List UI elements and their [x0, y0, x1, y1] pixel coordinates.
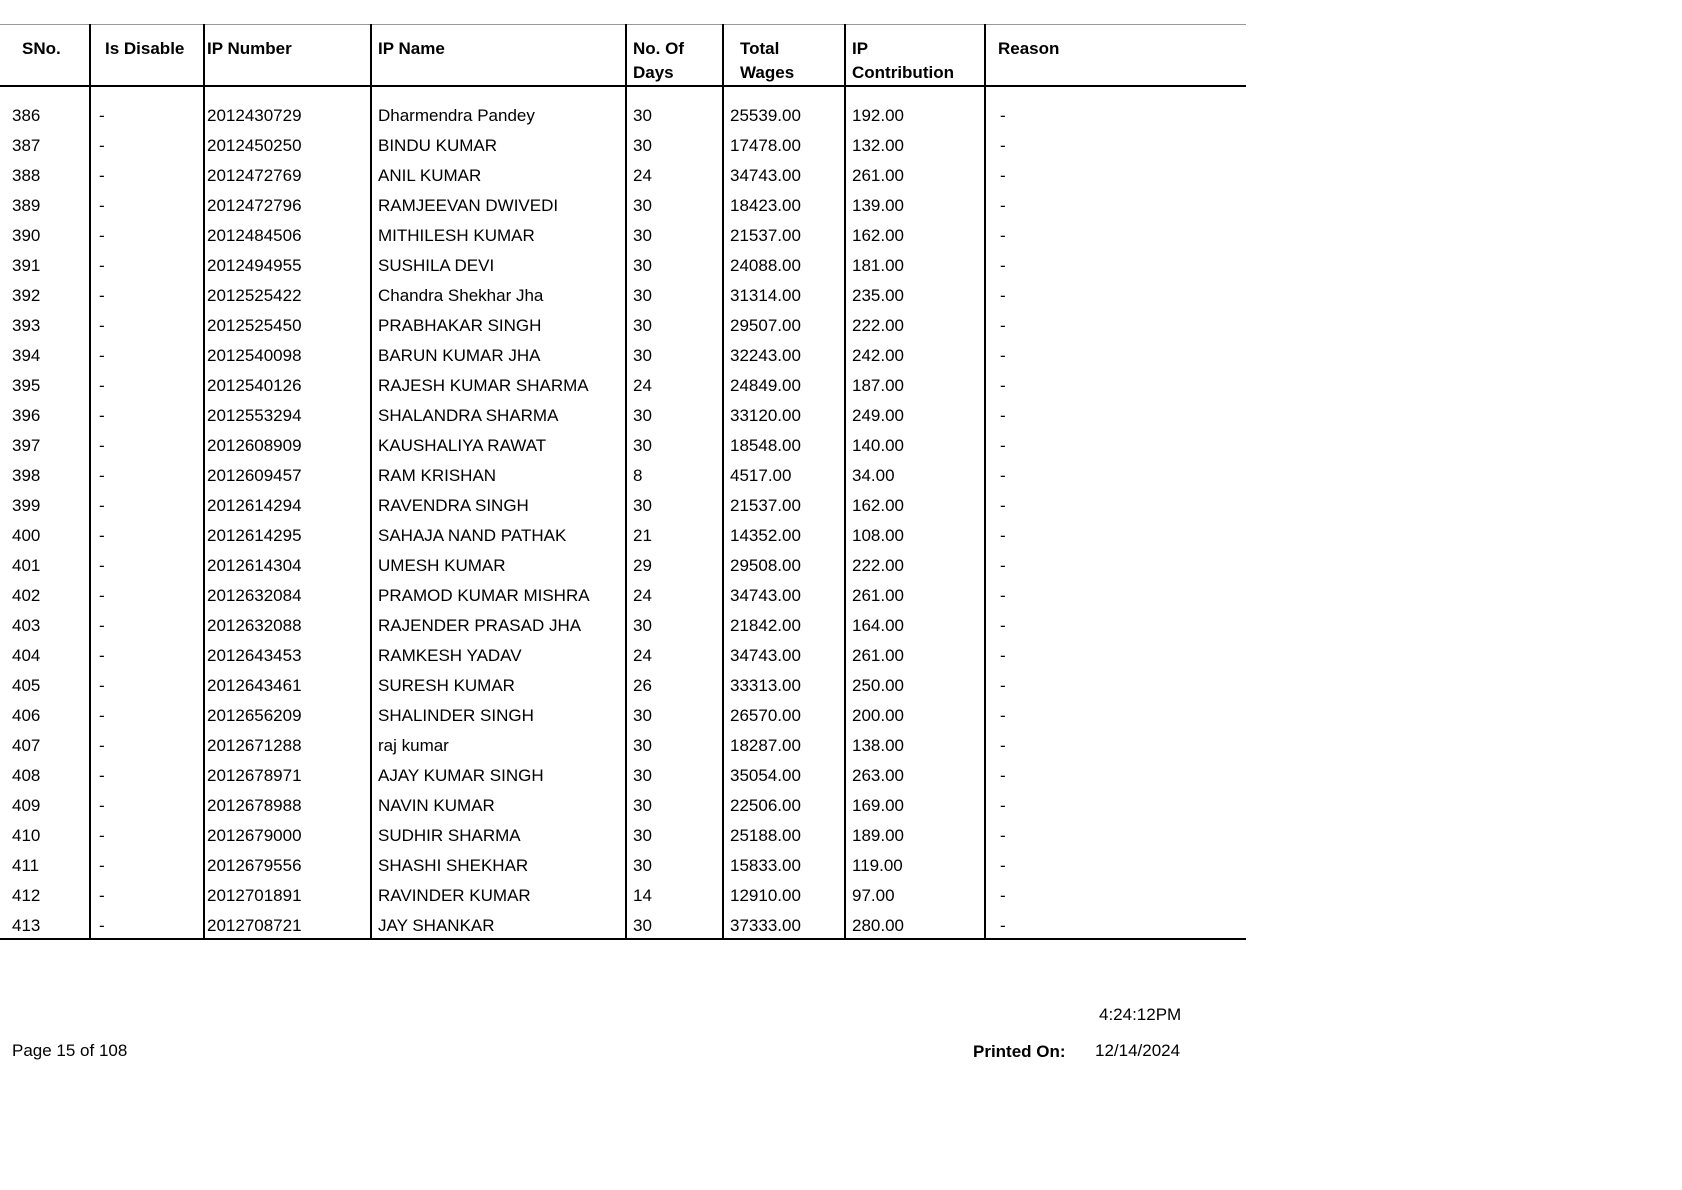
- cell-is-disable: -: [90, 251, 204, 281]
- cell-ip-name: RAMKESH YADAV: [371, 641, 626, 671]
- cell-reason: -: [985, 821, 1246, 851]
- cell-sno: 395: [12, 376, 41, 395]
- cell-no-of-days: 30: [626, 431, 723, 461]
- cell-no-of-days: 30: [626, 911, 723, 939]
- cell-is-disable: -: [90, 131, 204, 161]
- cell-ip-number: 2012609457: [204, 461, 371, 491]
- table-row: [0, 431, 1246, 461]
- cell-no-of-days: 26: [626, 671, 723, 701]
- cell-no-of-days: 24: [626, 581, 723, 611]
- cell-sno: 390: [12, 226, 41, 245]
- cell-reason: -: [985, 431, 1246, 461]
- cell-ip-number: 2012472796: [204, 191, 371, 221]
- cell-no-of-days: 30: [626, 191, 723, 221]
- cell-ip-contribution: 222.00: [845, 551, 985, 581]
- cell-reason: -: [985, 851, 1246, 881]
- cell-sno: 411: [12, 856, 40, 875]
- table-row: [0, 881, 1246, 911]
- cell-ip-number: 2012679556: [204, 851, 371, 881]
- table-row: [0, 461, 1246, 491]
- cell-sno: 388: [12, 166, 41, 185]
- table-row: [0, 101, 1246, 131]
- cell-reason: -: [985, 581, 1246, 611]
- cell-ip-contribution: 34.00: [845, 461, 985, 491]
- table-row: [0, 401, 1246, 431]
- cell-sno: 404: [12, 646, 41, 665]
- cell-sno: 394: [12, 346, 41, 365]
- cell-ip-number: 2012632084: [204, 581, 371, 611]
- cell-ip-name: SURESH KUMAR: [371, 671, 626, 701]
- cell-sno: 403: [12, 616, 41, 635]
- header-ip-contribution: [845, 25, 985, 87]
- header-row: [0, 25, 1246, 87]
- cell-ip-number: 2012608909: [204, 431, 371, 461]
- cell-is-disable: -: [90, 101, 204, 131]
- table-row: [0, 191, 1246, 221]
- cell-no-of-days: 30: [626, 251, 723, 281]
- cell-reason: -: [985, 551, 1246, 581]
- cell-ip-name: RAJESH KUMAR SHARMA: [371, 371, 626, 401]
- cell-no-of-days: 30: [626, 131, 723, 161]
- cell-is-disable: -: [90, 581, 204, 611]
- cell-is-disable: -: [90, 311, 204, 341]
- cell-is-disable: -: [90, 431, 204, 461]
- cell-no-of-days: 30: [626, 791, 723, 821]
- cell-ip-contribution: 280.00: [845, 911, 985, 939]
- cell-sno: 412: [12, 886, 41, 905]
- cell-ip-number: 2012643453: [204, 641, 371, 671]
- cell-reason: -: [985, 491, 1246, 521]
- cell-ip-contribution: 261.00: [845, 641, 985, 671]
- cell-total-wages: 17478.00: [723, 131, 845, 161]
- cell-sno: 398: [12, 466, 41, 485]
- table-row: [0, 641, 1246, 671]
- cell-ip-contribution: 200.00: [845, 701, 985, 731]
- cell-ip-number: 2012656209: [204, 701, 371, 731]
- cell-no-of-days: 30: [626, 851, 723, 881]
- table-row: [0, 371, 1246, 401]
- cell-ip-number: 2012614295: [204, 521, 371, 551]
- cell-is-disable: -: [90, 761, 204, 791]
- cell-sno: 401: [12, 556, 41, 575]
- table-row: [0, 131, 1246, 161]
- cell-ip-number: 2012484506: [204, 221, 371, 251]
- cell-ip-contribution: 164.00: [845, 611, 985, 641]
- cell-sno: 408: [12, 766, 41, 785]
- cell-total-wages: 25539.00: [723, 101, 845, 131]
- table-row: [0, 551, 1246, 581]
- cell-ip-contribution: 261.00: [845, 581, 985, 611]
- cell-ip-contribution: 138.00: [845, 731, 985, 761]
- cell-total-wages: 29508.00: [723, 551, 845, 581]
- cell-no-of-days: 30: [626, 341, 723, 371]
- cell-reason: -: [985, 731, 1246, 761]
- cell-reason: -: [985, 311, 1246, 341]
- cell-ip-contribution: 140.00: [845, 431, 985, 461]
- cell-ip-name: raj kumar: [371, 731, 626, 761]
- table-row: [0, 311, 1246, 341]
- table-row: [0, 911, 1246, 939]
- cell-is-disable: -: [90, 731, 204, 761]
- cell-no-of-days: 24: [626, 161, 723, 191]
- cell-sno: 405: [12, 676, 41, 695]
- cell-ip-name: ANIL KUMAR: [371, 161, 626, 191]
- cell-ip-number: 2012708721: [204, 911, 371, 939]
- table-row: [0, 581, 1246, 611]
- table-row: [0, 341, 1246, 371]
- cell-is-disable: -: [90, 791, 204, 821]
- cell-is-disable: -: [90, 911, 204, 939]
- cell-no-of-days: 30: [626, 311, 723, 341]
- cell-ip-number: 2012553294: [204, 401, 371, 431]
- cell-sno: 400: [12, 526, 41, 545]
- cell-total-wages: 25188.00: [723, 821, 845, 851]
- cell-ip-number: 2012701891: [204, 881, 371, 911]
- cell-ip-contribution: 181.00: [845, 251, 985, 281]
- printed-on-label: Printed On:: [973, 1042, 1066, 1061]
- cell-ip-name: UMESH KUMAR: [371, 551, 626, 581]
- cell-no-of-days: 24: [626, 371, 723, 401]
- cell-is-disable: -: [90, 191, 204, 221]
- cell-no-of-days: 8: [626, 461, 723, 491]
- table-body: [0, 86, 1246, 939]
- cell-total-wages: 34743.00: [723, 641, 845, 671]
- cell-sno: 393: [12, 316, 41, 335]
- cell-ip-name: BARUN KUMAR JHA: [371, 341, 626, 371]
- cell-reason: -: [985, 671, 1246, 701]
- print-time: 4:24:12PM: [1099, 1005, 1182, 1024]
- cell-is-disable: -: [90, 281, 204, 311]
- cell-ip-number: 2012472769: [204, 161, 371, 191]
- cell-ip-contribution: 162.00: [845, 491, 985, 521]
- cell-total-wages: 4517.00: [723, 461, 845, 491]
- cell-no-of-days: 30: [626, 821, 723, 851]
- cell-reason: -: [985, 911, 1246, 939]
- table-row: [0, 761, 1246, 791]
- cell-sno: 392: [12, 286, 41, 305]
- cell-is-disable: -: [90, 371, 204, 401]
- cell-ip-name: NAVIN KUMAR: [371, 791, 626, 821]
- cell-total-wages: 21537.00: [723, 491, 845, 521]
- cell-ip-name: Dharmendra Pandey: [371, 101, 626, 131]
- cell-total-wages: 12910.00: [723, 881, 845, 911]
- cell-no-of-days: 30: [626, 401, 723, 431]
- cell-sno: 387: [12, 136, 41, 155]
- cell-is-disable: -: [90, 401, 204, 431]
- cell-ip-number: 2012632088: [204, 611, 371, 641]
- cell-total-wages: 34743.00: [723, 581, 845, 611]
- cell-ip-contribution: 108.00: [845, 521, 985, 551]
- cell-total-wages: 15833.00: [723, 851, 845, 881]
- table-row: [0, 851, 1246, 881]
- cell-ip-contribution: 242.00: [845, 341, 985, 371]
- cell-ip-contribution: 139.00: [845, 191, 985, 221]
- table-row: [0, 611, 1246, 641]
- cell-ip-number: 2012671288: [204, 731, 371, 761]
- cell-is-disable: -: [90, 851, 204, 881]
- cell-total-wages: 37333.00: [723, 911, 845, 939]
- cell-no-of-days: 30: [626, 491, 723, 521]
- cell-sno: 389: [12, 196, 41, 215]
- cell-total-wages: 18548.00: [723, 431, 845, 461]
- cell-ip-number: 2012643461: [204, 671, 371, 701]
- cell-no-of-days: 30: [626, 761, 723, 791]
- cell-reason: -: [985, 701, 1246, 731]
- cell-ip-number: 2012430729: [204, 101, 371, 131]
- table-row: [0, 221, 1246, 251]
- table-row: [0, 521, 1246, 551]
- cell-ip-name: SUDHIR SHARMA: [371, 821, 626, 851]
- header-total-wages-line2: Wages: [740, 63, 795, 82]
- header-is-disable: Is Disable: [90, 25, 204, 87]
- cell-total-wages: 35054.00: [723, 761, 845, 791]
- cell-ip-contribution: 192.00: [845, 101, 985, 131]
- cell-ip-name: RAMJEEVAN DWIVEDI: [371, 191, 626, 221]
- table-row: [0, 821, 1246, 851]
- cell-ip-number: 2012525422: [204, 281, 371, 311]
- cell-ip-name: KAUSHALIYA RAWAT: [371, 431, 626, 461]
- cell-is-disable: -: [90, 701, 204, 731]
- cell-reason: -: [985, 371, 1246, 401]
- cell-ip-number: 2012494955: [204, 251, 371, 281]
- cell-reason: -: [985, 881, 1246, 911]
- cell-ip-contribution: 263.00: [845, 761, 985, 791]
- table-row: [0, 731, 1246, 761]
- header-reason: Reason: [985, 25, 1246, 87]
- ip-contribution-table: [0, 24, 1246, 940]
- header-ip-contribution-line1: IP: [852, 39, 869, 58]
- cell-reason: -: [985, 341, 1246, 371]
- cell-sno: 409: [12, 796, 41, 815]
- cell-no-of-days: 30: [626, 611, 723, 641]
- cell-ip-contribution: 187.00: [845, 371, 985, 401]
- cell-ip-contribution: 169.00: [845, 791, 985, 821]
- cell-ip-contribution: 261.00: [845, 161, 985, 191]
- cell-sno: 391: [12, 256, 41, 275]
- cell-reason: -: [985, 521, 1246, 551]
- table-row: [0, 491, 1246, 521]
- cell-total-wages: 31314.00: [723, 281, 845, 311]
- page-number: Page 15 of 108: [12, 1041, 128, 1060]
- cell-total-wages: 22506.00: [723, 791, 845, 821]
- cell-is-disable: -: [90, 341, 204, 371]
- cell-reason: -: [985, 161, 1246, 191]
- cell-is-disable: -: [90, 221, 204, 251]
- cell-ip-contribution: 222.00: [845, 311, 985, 341]
- cell-total-wages: 14352.00: [723, 521, 845, 551]
- cell-sno: 399: [12, 496, 41, 515]
- cell-total-wages: 18287.00: [723, 731, 845, 761]
- cell-is-disable: -: [90, 671, 204, 701]
- cell-total-wages: 21537.00: [723, 221, 845, 251]
- cell-is-disable: -: [90, 461, 204, 491]
- cell-reason: -: [985, 461, 1246, 491]
- cell-sno: 396: [12, 406, 41, 425]
- table-row: [0, 701, 1246, 731]
- cell-ip-name: PRABHAKAR SINGH: [371, 311, 626, 341]
- cell-ip-contribution: 250.00: [845, 671, 985, 701]
- header-no-of-days-line2: Days: [633, 63, 674, 82]
- cell-is-disable: -: [90, 521, 204, 551]
- cell-reason: -: [985, 791, 1246, 821]
- cell-ip-contribution: 189.00: [845, 821, 985, 851]
- cell-sno: 407: [12, 736, 41, 755]
- cell-ip-name: SUSHILA DEVI: [371, 251, 626, 281]
- cell-ip-name: SAHAJA NAND PATHAK: [371, 521, 626, 551]
- cell-reason: -: [985, 611, 1246, 641]
- cell-ip-contribution: 132.00: [845, 131, 985, 161]
- cell-ip-contribution: 249.00: [845, 401, 985, 431]
- cell-total-wages: 32243.00: [723, 341, 845, 371]
- header-ip-contribution-line2: Contribution: [852, 63, 954, 82]
- cell-no-of-days: 30: [626, 281, 723, 311]
- cell-ip-name: BINDU KUMAR: [371, 131, 626, 161]
- cell-ip-name: RAM KRISHAN: [371, 461, 626, 491]
- cell-no-of-days: 14: [626, 881, 723, 911]
- cell-ip-name: JAY SHANKAR: [371, 911, 626, 939]
- header-spacer-row: [0, 86, 1246, 101]
- cell-sno: 406: [12, 706, 41, 725]
- cell-sno: 410: [12, 826, 41, 845]
- cell-is-disable: -: [90, 611, 204, 641]
- cell-ip-number: 2012450250: [204, 131, 371, 161]
- cell-reason: -: [985, 641, 1246, 671]
- cell-ip-number: 2012679000: [204, 821, 371, 851]
- cell-no-of-days: 30: [626, 701, 723, 731]
- cell-ip-name: RAJENDER PRASAD JHA: [371, 611, 626, 641]
- cell-ip-number: 2012614304: [204, 551, 371, 581]
- cell-no-of-days: 24: [626, 641, 723, 671]
- cell-total-wages: 33120.00: [723, 401, 845, 431]
- cell-reason: -: [985, 191, 1246, 221]
- cell-total-wages: 24088.00: [723, 251, 845, 281]
- cell-ip-contribution: 97.00: [845, 881, 985, 911]
- header-ip-number: IP Number: [204, 25, 371, 87]
- cell-ip-name: AJAY KUMAR SINGH: [371, 761, 626, 791]
- cell-total-wages: 18423.00: [723, 191, 845, 221]
- cell-ip-contribution: 119.00: [845, 851, 985, 881]
- header-no-of-days: [626, 25, 723, 87]
- cell-reason: -: [985, 131, 1246, 161]
- cell-ip-number: 2012678988: [204, 791, 371, 821]
- table-row: [0, 161, 1246, 191]
- cell-ip-name: PRAMOD KUMAR MISHRA: [371, 581, 626, 611]
- cell-ip-number: 2012540126: [204, 371, 371, 401]
- cell-ip-number: 2012525450: [204, 311, 371, 341]
- cell-sno: 397: [12, 436, 41, 455]
- print-date: 12/14/2024: [1095, 1041, 1181, 1060]
- cell-is-disable: -: [90, 491, 204, 521]
- table-row: [0, 251, 1246, 281]
- cell-is-disable: -: [90, 881, 204, 911]
- cell-no-of-days: 30: [626, 221, 723, 251]
- cell-ip-contribution: 162.00: [845, 221, 985, 251]
- cell-ip-number: 2012614294: [204, 491, 371, 521]
- cell-no-of-days: 21: [626, 521, 723, 551]
- table-row: [0, 791, 1246, 821]
- cell-total-wages: 33313.00: [723, 671, 845, 701]
- cell-ip-name: SHASHI SHEKHAR: [371, 851, 626, 881]
- cell-total-wages: 24849.00: [723, 371, 845, 401]
- cell-total-wages: 29507.00: [723, 311, 845, 341]
- header-total-wages: [723, 25, 845, 87]
- cell-sno: 386: [12, 106, 41, 125]
- cell-reason: -: [985, 101, 1246, 131]
- cell-ip-number: 2012540098: [204, 341, 371, 371]
- cell-no-of-days: 30: [626, 101, 723, 131]
- cell-ip-contribution: 235.00: [845, 281, 985, 311]
- cell-is-disable: -: [90, 551, 204, 581]
- cell-total-wages: 21842.00: [723, 611, 845, 641]
- contribution-report: [0, 24, 1246, 940]
- cell-ip-name: Chandra Shekhar Jha: [371, 281, 626, 311]
- cell-reason: -: [985, 281, 1246, 311]
- cell-ip-name: SHALANDRA SHARMA: [371, 401, 626, 431]
- cell-no-of-days: 29: [626, 551, 723, 581]
- header-no-of-days-line1: No. Of: [633, 39, 684, 58]
- header-sno: SNo.: [0, 25, 90, 87]
- table-row: [0, 671, 1246, 701]
- table-row: [0, 281, 1246, 311]
- cell-ip-name: SHALINDER SINGH: [371, 701, 626, 731]
- cell-is-disable: -: [90, 161, 204, 191]
- cell-ip-name: RAVENDRA SINGH: [371, 491, 626, 521]
- cell-ip-number: 2012678971: [204, 761, 371, 791]
- cell-ip-name: RAVINDER KUMAR: [371, 881, 626, 911]
- cell-sno: 402: [12, 586, 41, 605]
- cell-sno: 413: [0, 911, 90, 939]
- header-ip-name: IP Name: [371, 25, 626, 87]
- cell-total-wages: 26570.00: [723, 701, 845, 731]
- cell-is-disable: -: [90, 821, 204, 851]
- cell-no-of-days: 30: [626, 731, 723, 761]
- cell-total-wages: 34743.00: [723, 161, 845, 191]
- cell-is-disable: -: [90, 641, 204, 671]
- header-total-wages-line1: Total: [740, 39, 780, 58]
- cell-reason: -: [985, 251, 1246, 281]
- cell-reason: -: [985, 761, 1246, 791]
- cell-ip-name: MITHILESH KUMAR: [371, 221, 626, 251]
- cell-reason: -: [985, 221, 1246, 251]
- cell-reason: -: [985, 401, 1246, 431]
